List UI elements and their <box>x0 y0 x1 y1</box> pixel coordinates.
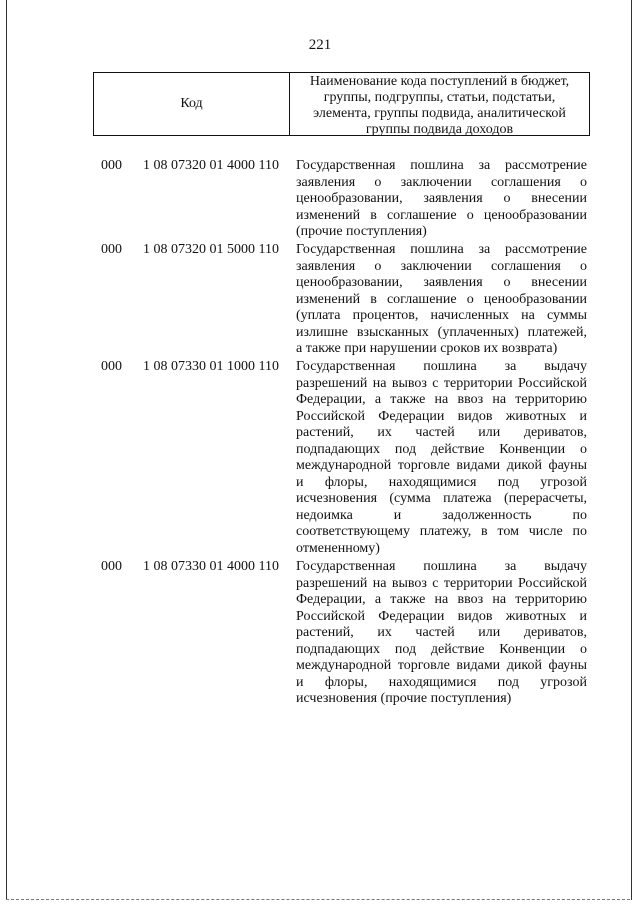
row-description-line: а также при нарушении сроков их возврата) <box>296 341 558 356</box>
page-number: 221 <box>308 37 332 53</box>
row-description-line: Государственная пошлина за рассмотрение <box>296 242 587 257</box>
row-description-line: международной торговле видами дикой фауны <box>296 658 587 673</box>
row-description-line: (уплата процентов, начисленных на суммы <box>296 308 587 323</box>
row-description-line: исчезновения (прочие поступления) <box>296 691 512 706</box>
row-description <box>296 158 587 241</box>
row-code: 1 08 07330 01 4000 110 <box>143 559 279 574</box>
row-code: 1 08 07320 01 5000 110 <box>143 242 279 257</box>
row-description-line: отмененному) <box>296 540 380 556</box>
row-description-line: изменений в соглашение о ценообразовании <box>296 207 587 223</box>
row-description-line: подпадающих под действие Конвенции о <box>296 441 587 457</box>
row-description-line: растений, их частей или дериватов, <box>296 425 587 440</box>
row-description-line: и флоры, находящимися под угрозой <box>296 474 587 490</box>
row-description-line: и флоры, находящимися под угрозой <box>296 674 587 690</box>
row-description-line: Федерации, а также на ввоз на территорию <box>296 592 587 607</box>
row-code: 1 08 07320 01 4000 110 <box>143 158 279 173</box>
row-description <box>296 359 587 557</box>
row-description-line: Государственная пошлина за выдачу <box>296 559 587 574</box>
row-description-line: Государственная пошлина за рассмотрение <box>296 158 587 173</box>
header-name-label <box>290 73 589 135</box>
row-code: 1 08 07330 01 1000 110 <box>143 359 279 374</box>
row-prefix: 000 <box>101 158 122 173</box>
row-description-line: ценообразовании, заявления о внесении <box>296 191 587 206</box>
row-description-line: Государственная пошлина за выдачу <box>296 359 587 374</box>
row-description-line: заявления о заключении соглашения о <box>296 258 587 274</box>
header-name-line: группы, подгруппы, статьи, подстатьи, <box>323 90 556 105</box>
row-prefix: 000 <box>101 242 122 257</box>
row-description-line: подпадающих под действие Конвенции о <box>296 641 587 657</box>
row-description-line: Федерации, а также на ввоз на территорию <box>296 392 587 407</box>
row-description <box>296 559 587 708</box>
row-description-line: разрешений на вывоз с территории Российской <box>296 575 587 591</box>
header-name-line: элемента, группы подвида, аналитической <box>313 106 566 121</box>
header-code-label: Код <box>94 73 290 135</box>
row-prefix: 000 <box>101 359 122 374</box>
bottom-rule <box>6 899 630 900</box>
row-description-line: растений, их частей или дериватов, <box>296 625 587 640</box>
table-header <box>93 72 590 136</box>
row-description-line: излишне взысканных (уплаченных) платежей, <box>296 324 587 340</box>
row-description-line: (прочие поступления) <box>296 224 427 239</box>
row-prefix: 000 <box>101 559 122 574</box>
row-description-line: недоимка и задолженность по <box>296 507 587 523</box>
row-description-line: Российской Федерации видов животных и <box>296 608 587 624</box>
row-description-line: разрешений на вывоз с территории Российской <box>296 375 587 391</box>
row-description-line: соответствующему платежу, в том числе по <box>296 524 587 539</box>
row-description-line: исчезновения (сумма платежа (перерасчеты, <box>296 491 587 506</box>
row-description-line: Российской Федерации видов животных и <box>296 408 587 424</box>
row-description-line: заявления о заключении соглашения о <box>296 174 587 190</box>
row-description-line: международной торговле видами дикой фауны <box>296 458 587 473</box>
row-description-line: изменений в соглашение о ценообразовании <box>296 291 587 307</box>
header-name-line: группы подвида доходов <box>365 122 514 137</box>
row-description-line: ценообразовании, заявления о внесении <box>296 275 587 290</box>
header-name-line: Наименование кода поступлений в бюджет, <box>309 74 570 89</box>
row-description <box>296 242 587 358</box>
